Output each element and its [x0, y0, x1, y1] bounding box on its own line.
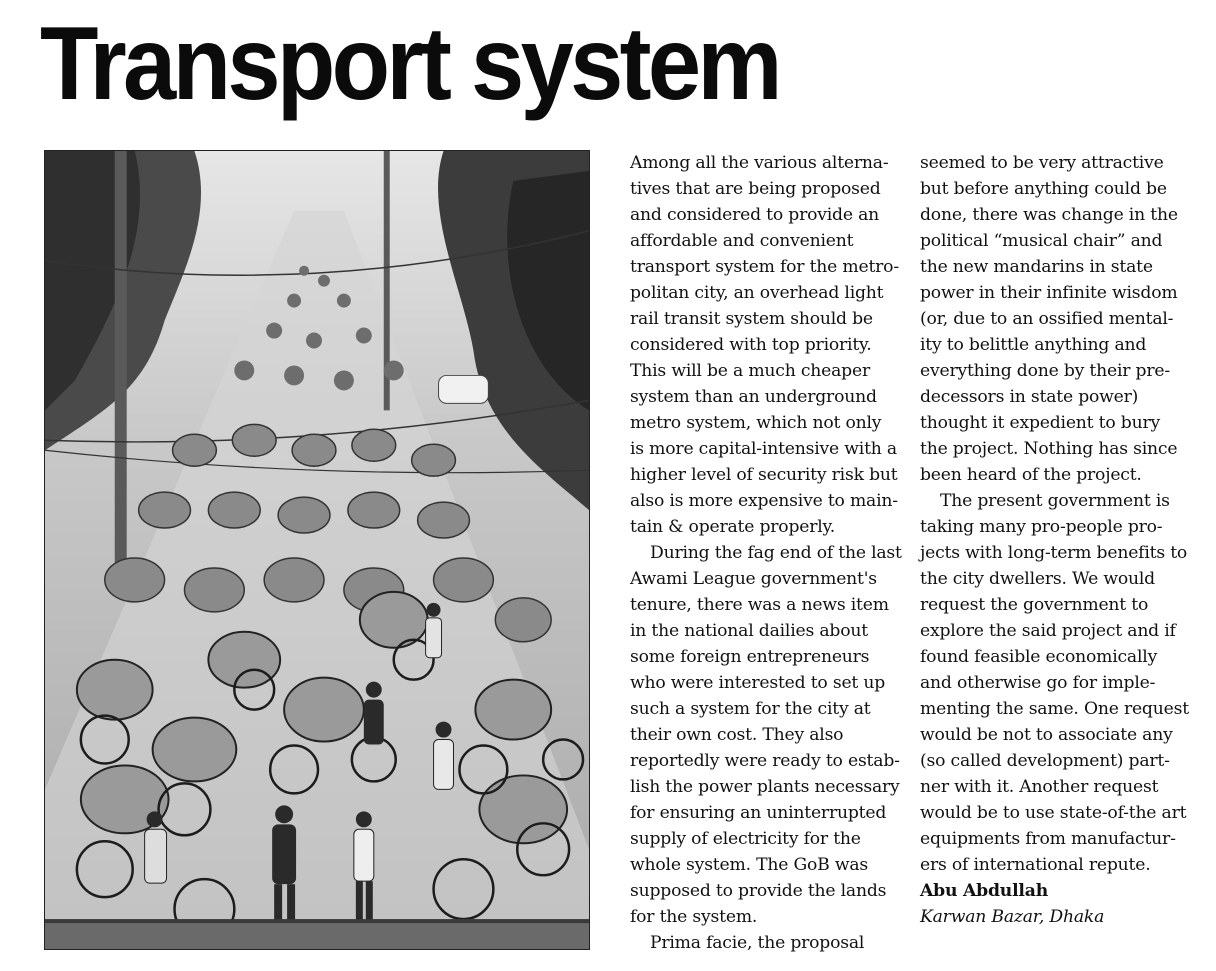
text-line: and otherwise go for imple-	[920, 673, 1156, 693]
text-line: who were interested to set up	[630, 673, 886, 693]
text-line: metro system, which not only	[630, 413, 882, 433]
text-line: ner with it. Another request	[920, 777, 1159, 797]
text-line: everything done by their pre-	[920, 361, 1170, 381]
text-line: transport system for the metro-	[630, 257, 899, 277]
text-line: system than an underground	[630, 387, 877, 407]
text-line: in the national dailies about	[630, 621, 868, 641]
text-line: rail transit system should be	[630, 309, 873, 329]
text-line: thought it expedient to bury	[920, 413, 1160, 433]
text-line: considered with top priority.	[630, 335, 872, 355]
text-line: lish the power plants necessary	[630, 777, 900, 797]
author-location: Karwan Bazar, Dhaka	[920, 907, 1105, 927]
text-line: explore the said project and if	[920, 621, 1176, 641]
text-line: tenure, there was a news item	[630, 595, 889, 615]
text-line: and considered to provide an	[630, 205, 880, 225]
text-line: is more capital-intensive with a	[630, 439, 897, 459]
text-line: supposed to provide the lands	[630, 881, 887, 901]
text-line: tain & operate properly.	[630, 517, 836, 537]
text-line: done, there was change in the	[920, 205, 1178, 225]
text-line: higher level of security risk but	[630, 465, 898, 485]
article-column-1	[630, 150, 902, 956]
text-line: for the system.	[630, 907, 758, 927]
text-line: The present government is	[940, 491, 1170, 511]
text-line: During the fag end of the last	[650, 543, 902, 563]
text-line: such a system for the city at	[630, 699, 871, 719]
text-line: found feasible economically	[920, 647, 1158, 667]
text-line: power in their infinite wisdom	[920, 283, 1178, 303]
paragraph-1	[630, 150, 898, 540]
text-line: (so called development) part-	[920, 751, 1170, 771]
text-line: but before anything could be	[920, 179, 1167, 199]
text-line: whole system. The GoB was	[630, 855, 869, 875]
text-line: request the government to	[920, 595, 1149, 615]
text-line: jects with long-term benefits to	[920, 543, 1188, 563]
text-line: taking many pro-people pro-	[920, 517, 1163, 537]
text-line: politan city, an overhead light	[630, 283, 884, 303]
text-line: Among all the various alterna-	[630, 153, 889, 173]
text-line: affordable and convenient	[630, 231, 854, 251]
text-line: the new mandarins in state	[920, 257, 1153, 277]
text-line: seemed to be very attractive	[920, 153, 1164, 173]
text-line: reportedly were ready to estab-	[630, 751, 900, 771]
author-name: Abu Abdullah	[920, 881, 1048, 901]
text-line: equipments from manufactur-	[920, 829, 1176, 849]
text-line: tives that are being proposed	[630, 179, 881, 199]
text-line: political “musical chair” and	[920, 231, 1163, 251]
text-line: would be not to associate any	[920, 725, 1173, 745]
text-line: would be to use state-of-the art	[920, 803, 1187, 823]
text-line: (or, due to an ossified mental-	[920, 309, 1174, 329]
text-line: for ensuring an uninterrupted	[630, 803, 887, 823]
rickshaw-street-image	[45, 151, 589, 949]
text-line: menting the same. One request	[920, 699, 1189, 719]
article-column-2	[920, 150, 1188, 930]
headline: Transport system	[40, 6, 779, 122]
text-line: also is more expensive to main-	[630, 491, 898, 511]
paragraph-4	[920, 488, 1188, 878]
text-line: the project. Nothing has since	[920, 439, 1178, 459]
text-line: Awami League government's	[630, 569, 877, 589]
signature	[920, 878, 1188, 930]
text-line: been heard of the project.	[920, 465, 1142, 485]
text-line: This will be a much cheaper	[630, 361, 870, 381]
street-photo	[44, 150, 590, 950]
text-line: decessors in state power)	[920, 387, 1139, 407]
text-line: ity to belittle anything and	[920, 335, 1147, 355]
text-line: supply of electricity for the	[630, 829, 861, 849]
paragraph-3	[630, 930, 898, 956]
paragraph-3-continued	[920, 150, 1188, 488]
text-line: their own cost. They also	[630, 725, 844, 745]
text-line: ers of international repute.	[920, 855, 1151, 875]
paragraph-2	[630, 540, 902, 930]
text-line: the city dwellers. We would	[920, 569, 1155, 589]
text-line: some foreign entrepreneurs	[630, 647, 870, 667]
text-line: Prima facie, the proposal	[650, 933, 865, 953]
